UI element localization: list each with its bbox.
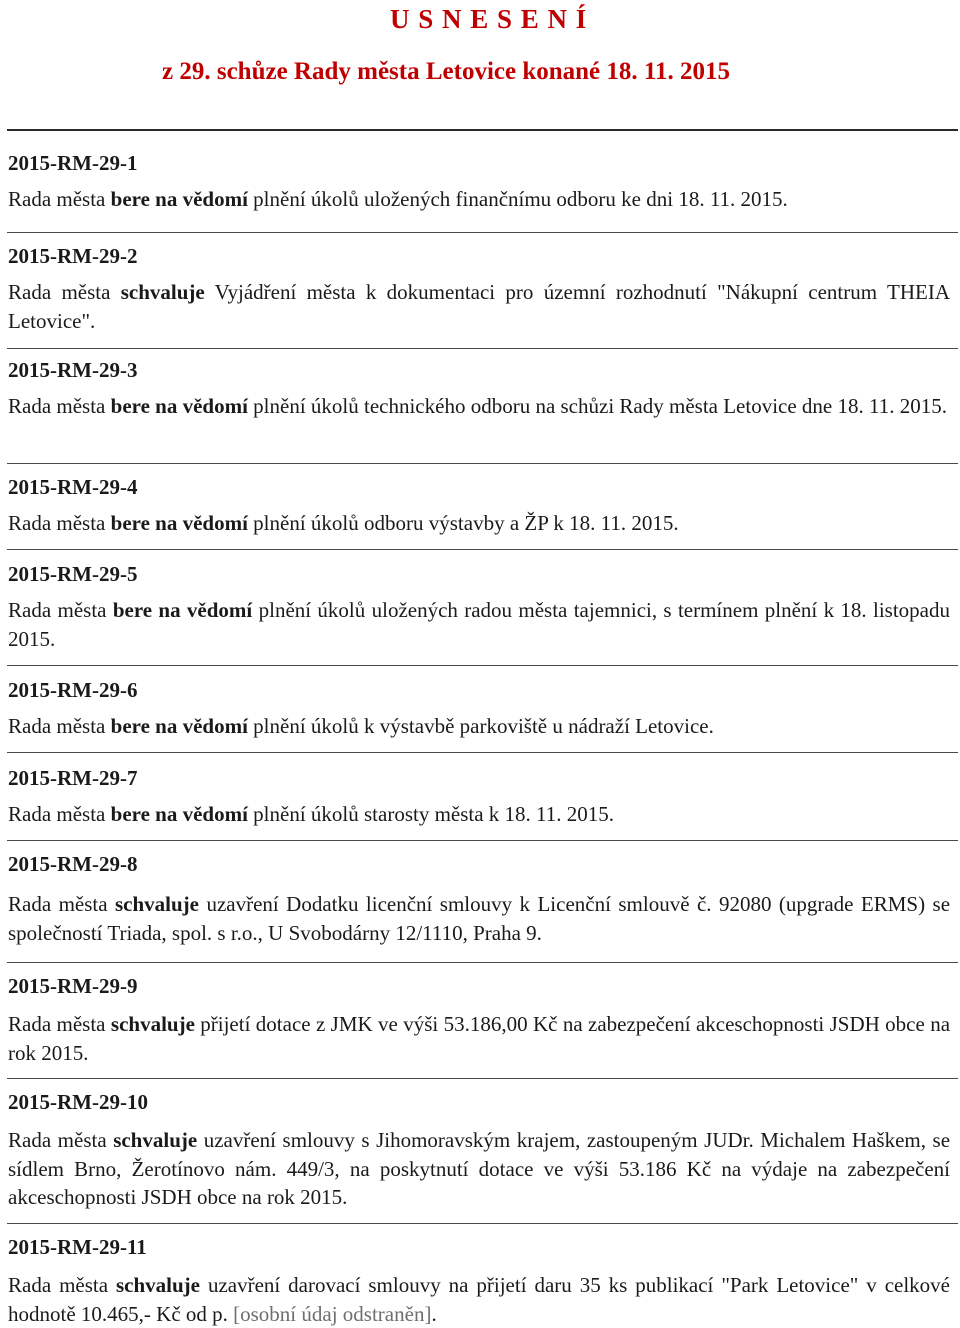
resolution-text: Rada města bere na vědomí plnění úkolů starosty města k 18. 11. 2015. [8,802,615,826]
resolution-2 [8,242,950,335]
resolution-3 [8,356,950,421]
resolution-id: 2015-RM-29-6 [8,678,138,702]
resolution-8 [8,850,950,947]
resolution-text: Rada města schvaluje uzavření Dodatku licenční smlouvy k Licenční smlouvě č. 92080 (upgrade ERMS) se společností Triada, spol. s r.o., U Svobodárny 12/1110, Praha 9. [8,892,951,945]
resolution-7 [8,764,950,829]
resolution-verb: bere na vědomí [112,598,253,622]
divider [7,840,958,841]
resolution-verb: bere na vědomí [110,511,248,535]
divider [7,463,958,464]
resolution-id: 2015-RM-29-4 [8,475,138,499]
resolution-verb: bere na vědomí [110,394,248,418]
resolution-id: 2015-RM-29-8 [8,852,138,876]
divider [7,1223,958,1224]
resolution-id: 2015-RM-29-5 [8,562,138,586]
resolution-verb: schvaluje [110,1012,195,1036]
document-subtitle: z 29. schůze Rady města Letovice konané 18. 11. 2015 [162,58,731,85]
resolution-9 [8,972,950,1067]
resolution-text: Rada města bere na vědomí plnění úkolů uložených finančnímu odboru ke dni 18. 11. 2015. [8,187,788,211]
resolution-text: Rada města bere na vědomí plnění úkolů technického odboru na schůzi Rady města Letovice dne 18. 11. 2015. [8,394,947,418]
resolution-4 [8,473,950,538]
redacted-personal-data: [osobní údaj odstraněn] [233,1301,432,1326]
resolution-10 [8,1088,950,1212]
resolution-id: 2015-RM-29-10 [8,1090,148,1114]
document-title: U S N E S E N Í [390,4,588,34]
resolution-verb: schvaluje [113,1128,198,1152]
resolution-id: 2015-RM-29-9 [8,974,138,998]
divider [7,348,958,349]
resolution-id: 2015-RM-29-3 [8,358,138,382]
resolution-1 [8,149,950,214]
resolution-text: Rada města bere na vědomí plnění úkolů k výstavbě parkoviště u nádraží Letovice. [8,714,714,738]
resolution-id: 2015-RM-29-11 [8,1235,147,1259]
divider [7,962,958,963]
resolution-6 [8,676,950,741]
divider [7,232,958,233]
resolution-text: Rada města schvaluje Vyjádření města k dokumentaci pro územní rozhodnutí "Nákupní centrum THEIA Letovice". [8,280,950,333]
resolution-11 [8,1233,950,1328]
resolution-id: 2015-RM-29-2 [8,244,138,268]
divider [7,1078,958,1079]
resolution-verb: schvaluje [115,892,199,916]
resolution-verb: bere na vědomí [110,187,248,211]
divider-top [7,129,958,131]
resolution-5 [8,560,950,653]
resolution-verb: bere na vědomí [110,714,248,738]
resolution-id: 2015-RM-29-1 [8,151,138,175]
resolution-verb: bere na vědomí [110,802,248,826]
resolution-text: Rada města schvaluje přijetí dotace z JMK ve výši 53.186,00 Kč na zabezpečení akceschopnosti JSDH obce na rok 2015. [8,1012,951,1065]
divider [7,752,958,753]
resolution-verb: schvaluje [120,280,205,304]
resolution-text: Rada města schvaluje uzavření darovací smlouvy na přijetí daru 35 ks publikací "Park Letovice" v celkové hodnotě 10.465,- Kč od p. [osobní údaj odstraněn]. [8,1273,951,1326]
resolution-verb: schvaluje [116,1273,200,1297]
resolution-text: Rada města bere na vědomí plnění úkolů uložených radou města tajemnici, s termínem plnění k 18. listopadu 2015. [8,598,950,651]
divider [7,665,958,666]
resolution-text: Rada města bere na vědomí plnění úkolů odboru výstavby a ŽP k 18. 11. 2015. [8,511,679,535]
resolution-text: Rada města schvaluje uzavření smlouvy s Jihomoravským krajem, zastoupeným JUDr. Michalem Haškem, se sídlem Brno, Žerotínovo nám. 449/3, na poskytnutí dotace ve výši 53.186 Kč na výdaje na zabezpečení akceschopnosti JSDH obce na rok 2015. [8,1128,951,1209]
divider [7,549,958,550]
resolution-id: 2015-RM-29-7 [8,766,138,790]
